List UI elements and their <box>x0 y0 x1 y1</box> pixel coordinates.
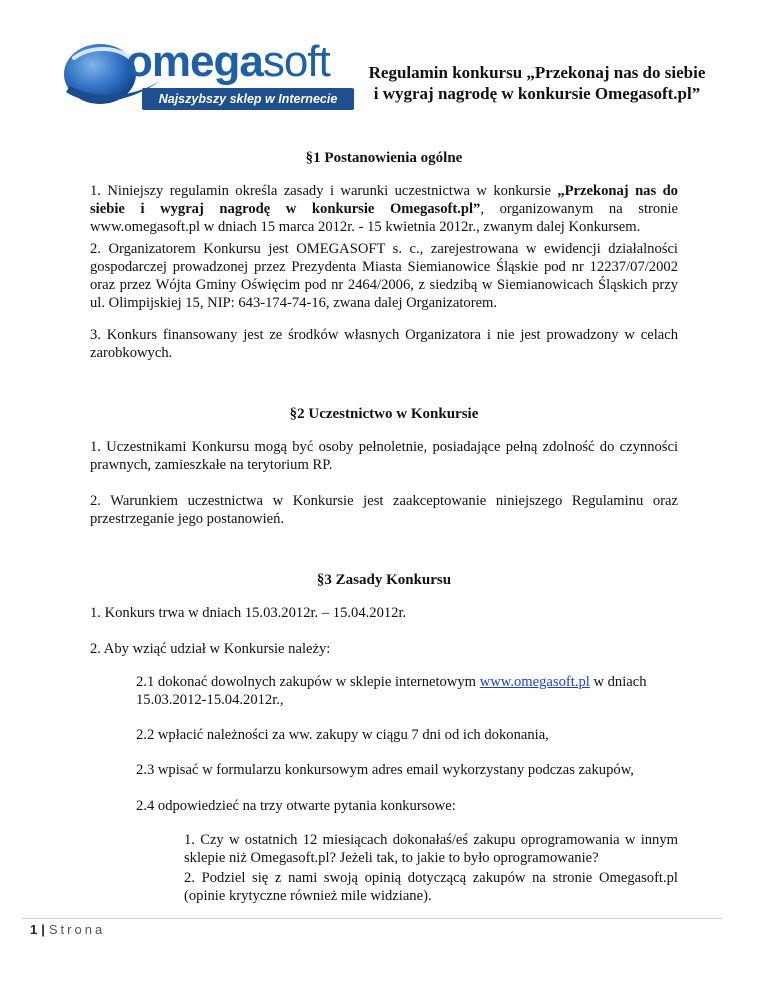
contest-question-1: 1. Czy w ostatnich 12 miesiącach dokonałaś/eś zakupu oprogramowania w innym sklepie niż Omegasoft.pl? Jeżeli tak, to jakie to było oprogramowanie? <box>184 832 678 866</box>
document-title <box>362 62 712 104</box>
omegasoft-logo <box>60 38 356 114</box>
document-title-line-1: Regulamin konkursu „Przekonaj nas do siebie <box>368 63 706 82</box>
contest-question-2: 2. Podziel się z nami swoją opinią dotyczącą zakupów na stronie Omegasoft.pl (opinie krytyczne również mile widziane). <box>184 870 678 904</box>
section-1-paragraph-1-text-b: , organizowanym na stronie www.omegasoft.pl w dniach 15 marca 2012r. - 15 kwietnia 2012r., zwanym dalej Konkursem. <box>90 201 678 235</box>
section-3-item-2-4: 2.4 odpowiedzieć na trzy otwarte pytania konkursowe: <box>136 798 456 814</box>
document-title-line-2: i wygraj nagrodę w konkursie Omegasoft.pl” <box>373 84 701 103</box>
section-3-item-2-1-text-a: 2.1 dokonać dowolnych zakupów w sklepie internetowym <box>136 674 480 690</box>
section-3-item-2-1 <box>136 673 678 709</box>
section-1-paragraph-3: 3. Konkurs finansowany jest ze środków własnych Organizatora i nie jest prowadzony w celach zarobkowych. <box>90 327 678 361</box>
section-1-paragraph-1-text-a: 1. Niniejszy regulamin określa zasady i warunki uczestnictwa w konkursie <box>90 183 558 199</box>
page-number: 1 <box>30 922 38 937</box>
logo-wordmark-omega: omega <box>126 37 263 86</box>
logo-wordmark <box>126 37 330 86</box>
footer-separator: | <box>41 922 45 937</box>
omegasoft-link[interactable]: www.omegasoft.pl <box>479 674 590 690</box>
section-2-paragraph-2: 2. Warunkiem uczestnictwa w Konkursie jest zaakceptowanie niniejszego Regulaminu oraz przestrzeganie jego postanowień. <box>90 493 678 527</box>
section-3-item-2-1-text-b: w dniach 15.03.2012-15.04.2012r., <box>136 674 647 708</box>
section-1-paragraph-2: 2. Organizatorem Konkursu jest OMEGASOFT s. c., zarejestrowana w ewidencji działalności gospodarczej prowadzonej przez Prezydenta Miasta Siemianowice Śląskie pod nr 12237/07/2002 oraz przez Wójta Gminy Oświęcim pod nr 2464/2006, z siedzibą w Siemianowicach Śląskich przy ul. Olimpijskiej 15, NIP: 643-174-74-16, zwana dalej Organizatorem. <box>90 241 678 311</box>
page-footer <box>30 922 105 937</box>
section-3-heading: §3 Zasady Konkursu <box>316 572 452 588</box>
section-1-heading: §1 Postanowienia ogólne <box>305 150 463 166</box>
section-2-heading: §2 Uczestnictwo w Konkursie <box>289 406 479 422</box>
footer-divider <box>22 918 722 919</box>
page-label: Strona <box>48 922 106 937</box>
section-3-item-2-3: 2.3 wpisać w formularzu konkursowym adres email wykorzystany podczas zakupów, <box>136 762 634 778</box>
logo-wordmark-soft: soft <box>262 37 330 86</box>
section-2-paragraph-1: 1. Uczestnikami Konkursu mogą być osoby pełnoletnie, posiadające pełną zdolność do czynności prawnych, zamieszkałe na terytorium RP. <box>90 439 678 473</box>
contest-name-bold: „Przekonaj nas do siebie i wygraj nagrodę w konkursie Omegasoft.pl” <box>90 183 678 217</box>
section-3-paragraph-2: 2. Aby wziąć udział w Konkursie należy: <box>90 641 331 657</box>
section-3-paragraph-1: 1. Konkurs trwa w dniach 15.03.2012r. – 15.04.2012r. <box>90 605 407 621</box>
section-3-item-2-2: 2.2 wpłacić należności za ww. zakupy w ciągu 7 dni od ich dokonania, <box>136 727 549 743</box>
section-1-paragraph-1 <box>90 182 678 236</box>
logo-tagline: Najszybszy sklep w Internecie <box>142 88 354 110</box>
